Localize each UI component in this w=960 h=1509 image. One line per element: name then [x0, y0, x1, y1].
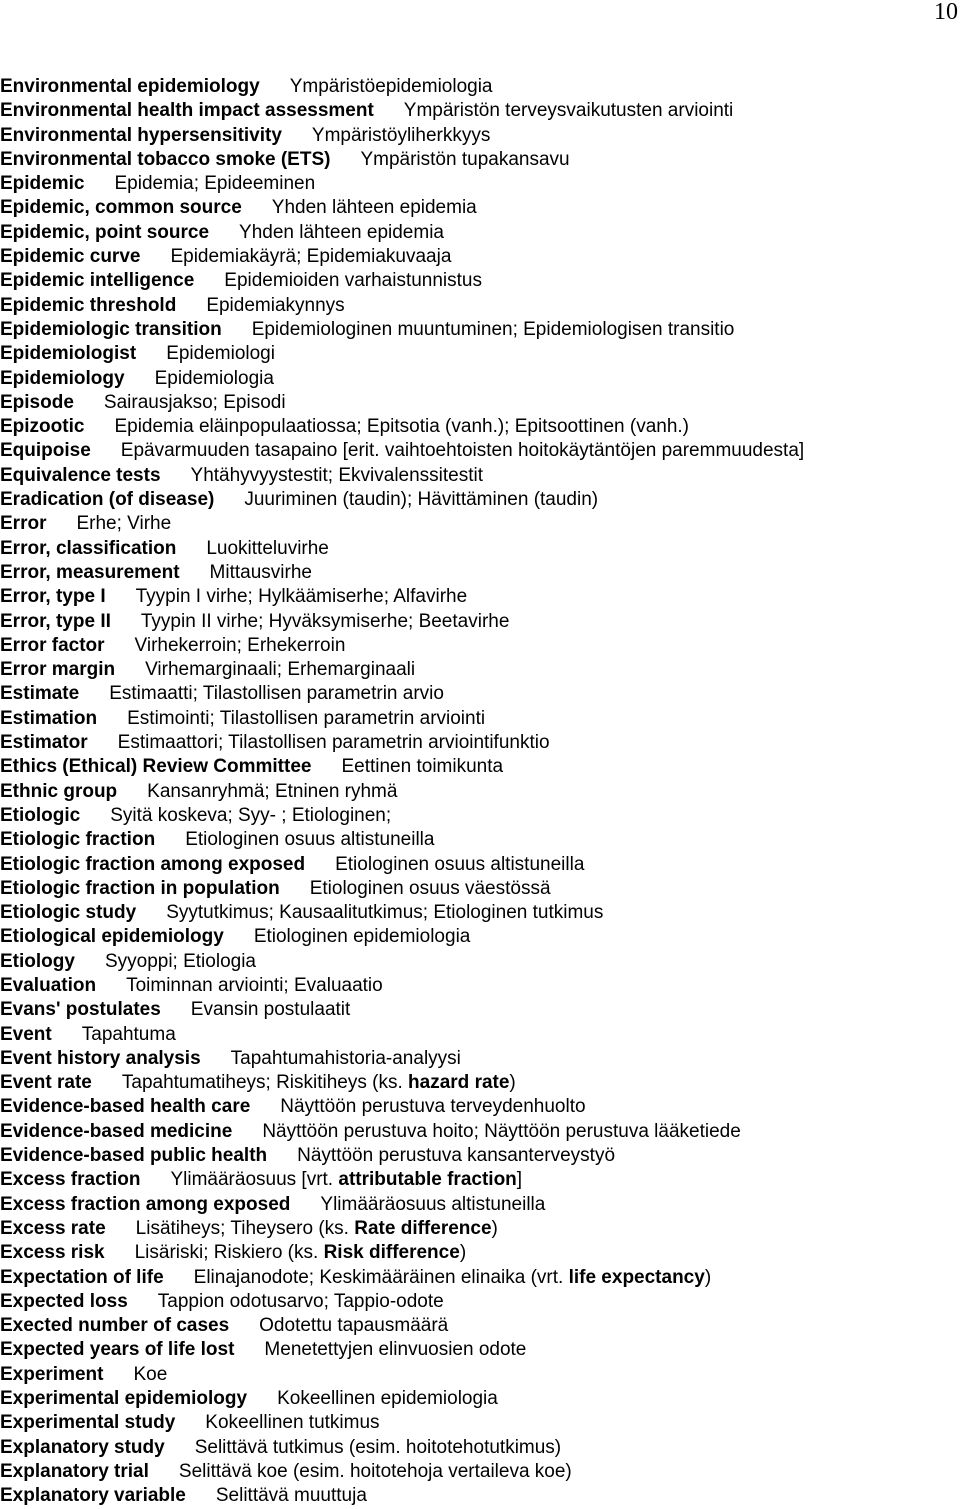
translation-text: Näyttöön perustuva terveydenhuolto: [280, 1096, 586, 1118]
translation-text: Ylimääräosuus [vrt.: [170, 1169, 339, 1191]
entry-term: Equipoise: [0, 440, 91, 462]
translation-text: Etiologinen osuus altistuneilla: [335, 853, 585, 875]
translation-text: Näyttöön perustuva kansanterveystyö: [297, 1145, 616, 1167]
translation-text: Tappion odotusarvo; Tappio-odote: [157, 1290, 444, 1312]
translation-text: Tyypin II virhe; Hyväksymiserhe; Beetavirhe: [140, 610, 510, 632]
entry-translation: [133, 1364, 167, 1385]
translation-text: Luokitteluvirhe: [206, 537, 329, 559]
entry-term: Etiologic fraction: [0, 829, 156, 851]
translation-text: Yhden lähteen epidemia: [271, 197, 477, 219]
entry-translation: [170, 1169, 522, 1190]
entry-term: Explanatory variable: [0, 1485, 186, 1507]
entry-translation: [252, 319, 735, 340]
translation-text: ): [491, 1217, 498, 1239]
entry-translation: [290, 76, 493, 97]
translation-text: Kokeellinen epidemiologia: [277, 1388, 498, 1410]
translation-text: Epävarmuuden tasapaino [erit. vaihtoehtoisten hoitokäytäntöjen paremmuudesta]: [120, 440, 805, 462]
entry-translation: [205, 1412, 379, 1433]
glossary-entry: [0, 780, 960, 804]
translation-text: ]: [516, 1169, 523, 1191]
entry-term: Experiment: [0, 1363, 104, 1385]
translation-text: Juuriminen (taudin); Hävittäminen (taudin): [244, 489, 599, 511]
entry-term: Exected number of cases: [0, 1315, 230, 1337]
entry-translation: [360, 149, 569, 170]
translation-text: Ympäristön tupakansavu: [360, 148, 570, 170]
entry-translation: [310, 878, 551, 899]
entry-translation: [126, 975, 383, 996]
glossary-entry: [0, 415, 960, 439]
entry-term: Epidemic intelligence: [0, 270, 195, 292]
entry-translation: [127, 708, 485, 729]
entry-translation: [145, 659, 415, 680]
glossary-entry: [0, 488, 960, 512]
translation-text: Mittausvirhe: [209, 561, 312, 583]
entry-term: Epidemiology: [0, 367, 125, 389]
translation-text: Virhemarginaali; Erhemarginaali: [145, 659, 416, 681]
cross-reference-term: Risk difference: [323, 1242, 460, 1264]
glossary-entry: [0, 1436, 960, 1460]
translation-text: Estimaatti; Tilastollisen parametrin arvio: [109, 683, 444, 705]
translation-text: Epidemiologi: [166, 343, 275, 365]
translation-text: Evansin postulaatit: [190, 999, 351, 1021]
translation-text: Lisäriski; Riskiero (ks.: [134, 1242, 324, 1264]
entry-translation: [320, 1194, 545, 1215]
glossary-entry: [0, 512, 960, 536]
entry-term: Evans' postulates: [0, 999, 161, 1021]
glossary-entry: [0, 439, 960, 463]
entry-translation: [341, 756, 503, 777]
glossary-entry: [0, 367, 960, 391]
entry-term: Epidemic curve: [0, 246, 141, 268]
entry-translation: [194, 1267, 712, 1288]
entry-translation: [166, 343, 275, 364]
entry-term: Error margin: [0, 659, 116, 681]
entry-term: Epizootic: [0, 416, 85, 438]
entry-translation: [191, 465, 484, 486]
entry-term: Epidemic, point source: [0, 221, 210, 243]
glossary-entry: [0, 561, 960, 585]
entry-term: Explanatory study: [0, 1436, 165, 1458]
glossary-entry: [0, 828, 960, 852]
entry-term: Epidemic threshold: [0, 294, 177, 316]
entry-term: Error: [0, 513, 47, 535]
entry-translation: [179, 1461, 572, 1482]
entry-translation: [262, 1121, 740, 1142]
entry-term: Etiologic: [0, 804, 81, 826]
translation-text: Yhden lähteen epidemia: [239, 221, 444, 243]
translation-text: Tyypin I virhe; Hylkäämiserhe; Alfavirhe: [135, 586, 468, 608]
translation-text: Epidemioiden varhaistunnistus: [224, 270, 482, 292]
translation-text: Epidemia; Epideeminen: [114, 173, 316, 195]
entry-term: Environmental hypersensitivity: [0, 124, 282, 146]
translation-text: Epidemiakynnys: [206, 294, 345, 316]
entry-term: Error, classification: [0, 537, 177, 559]
glossary-entry: [0, 1193, 960, 1217]
entry-translation: [312, 125, 490, 146]
glossary-entry: [0, 1144, 960, 1168]
translation-text: Menetettyjen elinvuosien odote: [264, 1339, 527, 1361]
glossary-entry: [0, 585, 960, 609]
entry-translation: [109, 683, 444, 704]
glossary-entry: [0, 221, 960, 245]
translation-text: ): [509, 1072, 516, 1094]
translation-text: Näyttöön perustuva hoito; Näyttöön perustuva lääketiede: [262, 1120, 741, 1142]
glossary-entry: [0, 658, 960, 682]
entry-translation: [114, 173, 315, 194]
entry-translation: [272, 197, 477, 218]
translation-text: Lisätiheys; Tiheysero (ks.: [135, 1217, 355, 1239]
entry-translation: [280, 1096, 585, 1117]
glossary-entry: [0, 1411, 960, 1435]
glossary-entry: [0, 318, 960, 342]
entry-term: Error, type II: [0, 610, 111, 632]
entry-translation: [147, 781, 397, 802]
entry-term: Excess rate: [0, 1217, 106, 1239]
glossary-entry: [0, 1266, 960, 1290]
entry-term: Error, measurement: [0, 561, 180, 583]
glossary-entry: [0, 124, 960, 148]
entry-term: Eradication (of disease): [0, 489, 215, 511]
glossary-entry: [0, 755, 960, 779]
entry-term: Estimation: [0, 707, 98, 729]
glossary-entry: [0, 707, 960, 731]
translation-text: Ympäristöepidemiologia: [289, 76, 493, 97]
entry-translation: [195, 1437, 561, 1458]
entry-term: Epidemiologic transition: [0, 318, 222, 340]
glossary-entry: [0, 294, 960, 318]
translation-text: ): [459, 1242, 467, 1264]
translation-text: Estimointi; Tilastollisen parametrin arviointi: [127, 707, 486, 729]
translation-text: Selittävä tutkimus (esim. hoitotehotutkimus): [194, 1436, 562, 1458]
glossary-entry: [0, 804, 960, 828]
entry-translation: [297, 1145, 615, 1166]
entry-term: Experimental study: [0, 1412, 176, 1434]
entry-term: Excess fraction: [0, 1169, 141, 1191]
entry-translation: [135, 1242, 467, 1263]
glossary-entry: [0, 877, 960, 901]
translation-text: Toiminnan arviointi; Evaluaatio: [126, 974, 383, 996]
translation-text: Selittävä koe (esim. hoitotehoja vertaileva koe): [178, 1460, 572, 1482]
entry-translation: [244, 489, 598, 510]
entry-translation: [155, 368, 274, 389]
entry-translation: [166, 902, 603, 923]
entry-translation: [136, 1218, 498, 1239]
entry-term: Event rate: [0, 1072, 92, 1094]
entry-term: Estimate: [0, 683, 80, 705]
glossary-entry: [0, 172, 960, 196]
entry-translation: [254, 926, 471, 947]
entry-translation: [121, 440, 804, 461]
entry-translation: [135, 635, 346, 656]
translation-text: Epidemiakäyrä; Epidemiakuvaaja: [170, 246, 452, 268]
translation-text: Epidemiologinen muuntuminen; Epidemiologisen transitio: [251, 318, 735, 340]
translation-text: Ylimääräosuus altistuneilla: [320, 1193, 546, 1215]
glossary-entry: [0, 1363, 960, 1387]
entry-translation: [231, 1048, 461, 1069]
entry-translation: [259, 1315, 448, 1336]
cross-reference-term: attributable fraction: [338, 1169, 517, 1191]
entry-term: Etiology: [0, 950, 75, 972]
glossary-entry: [0, 1120, 960, 1144]
entry-translation: [224, 270, 482, 291]
entry-translation: [404, 100, 733, 121]
glossary-entry: [0, 682, 960, 706]
entry-term: Experimental epidemiology: [0, 1388, 248, 1410]
entry-translation: [118, 732, 550, 753]
entry-translation: [105, 951, 256, 972]
cross-reference-term: life expectancy: [568, 1266, 705, 1288]
entry-translation: [158, 1291, 444, 1312]
entry-term: Expected years of life lost: [0, 1339, 235, 1361]
glossary-entry: [0, 1314, 960, 1338]
glossary-entry: [0, 1484, 960, 1508]
glossary-entry: [0, 1168, 960, 1192]
glossary-entry: [0, 998, 960, 1022]
translation-text: Selittävä muuttuja: [215, 1485, 367, 1507]
entry-term: Epidemic: [0, 173, 85, 195]
translation-text: Tapahtuma: [81, 1023, 176, 1045]
glossary-entry: [0, 464, 960, 488]
glossary-entry: [0, 391, 960, 415]
entry-term: Error factor: [0, 634, 105, 656]
translation-text: Epidemia eläinpopulaatiossa; Epitsotia (vanh.); Epitsoottinen (vanh.): [114, 416, 690, 438]
entry-term: Estimator: [0, 732, 88, 754]
glossary-entry: [0, 269, 960, 293]
entry-term: Episode: [0, 391, 74, 413]
entry-translation: [170, 246, 451, 267]
translation-text: Yhtähyvyystestit; Ekvivalenssitestit: [190, 464, 484, 486]
entry-term: Ethnic group: [0, 780, 118, 802]
translation-text: Tapahtumatiheys; Riskitiheys (ks.: [121, 1072, 409, 1094]
entry-term: Environmental tobacco smoke (ETS): [0, 148, 331, 170]
entry-term: Excess fraction among exposed: [0, 1193, 291, 1215]
glossary-entry: [0, 1023, 960, 1047]
glossary-entry-list: [0, 75, 960, 1509]
glossary-entry: [0, 196, 960, 220]
entry-translation: [110, 805, 391, 826]
translation-text: Sairausjakso; Episodi: [103, 391, 286, 413]
entry-term: Event history analysis: [0, 1047, 201, 1069]
translation-text: Estimaattori; Tilastollisen parametrin arviointifunktio: [117, 732, 550, 754]
glossary-entry: [0, 925, 960, 949]
entry-translation: [277, 1388, 498, 1409]
translation-text: Syitä koskeva; Syy- ; Etiologinen;: [110, 804, 392, 826]
entry-translation: [239, 222, 444, 243]
translation-text: Ympäristöyliherkkyys: [311, 124, 491, 146]
glossary-entry: [0, 1338, 960, 1362]
translation-text: Elinajanodote; Keskimääräinen elinaika (vrt.: [193, 1266, 569, 1288]
entry-translation: [210, 562, 312, 583]
entry-term: Epidemiologist: [0, 343, 137, 365]
entry-term: Explanatory trial: [0, 1460, 149, 1482]
page-number: 10: [934, 0, 958, 25]
entry-term: Environmental epidemiology: [0, 76, 260, 97]
entry-term: Expected loss: [0, 1290, 128, 1312]
entry-term: Etiologic fraction among exposed: [0, 853, 306, 875]
entry-term: Environmental health impact assessment: [0, 100, 374, 122]
glossary-entry: [0, 901, 960, 925]
entry-term: Evidence-based health care: [0, 1096, 251, 1118]
translation-text: Koe: [133, 1363, 168, 1385]
entry-term: Event: [0, 1023, 52, 1045]
entry-term: Evidence-based medicine: [0, 1120, 233, 1142]
glossary-entry: [0, 1460, 960, 1484]
translation-text: Odotettu tapausmäärä: [259, 1315, 449, 1337]
translation-text: Virhekerroin; Erhekerroin: [134, 634, 346, 656]
entry-translation: [206, 538, 329, 559]
entry-term: Evidence-based public health: [0, 1145, 268, 1167]
glossary-entry: [0, 75, 960, 99]
cross-reference-term: Rate difference: [354, 1217, 492, 1239]
glossary-entry: [0, 610, 960, 634]
cross-reference-term: hazard rate: [408, 1072, 510, 1094]
entry-translation: [122, 1072, 516, 1093]
translation-text: ): [704, 1266, 712, 1288]
glossary-entry: [0, 1290, 960, 1314]
entry-term: Equivalence tests: [0, 464, 161, 486]
entry-term: Ethics (Ethical) Review Committee: [0, 756, 312, 778]
entry-translation: [114, 416, 689, 437]
translation-text: Syytutkimus; Kausaalitutkimus; Etiologinen tutkimus: [166, 902, 604, 924]
glossary-entry: [0, 342, 960, 366]
translation-text: Etiologinen osuus altistuneilla: [185, 829, 435, 851]
translation-text: Kokeellinen tutkimus: [205, 1412, 380, 1434]
glossary-entry: [0, 950, 960, 974]
glossary-entry: [0, 1217, 960, 1241]
glossary-entry: [0, 1095, 960, 1119]
entry-term: Expectation of life: [0, 1266, 164, 1288]
entry-translation: [136, 586, 468, 607]
entry-term: Evaluation: [0, 974, 97, 996]
glossary-entry: [0, 634, 960, 658]
translation-text: Epidemiologia: [154, 367, 274, 389]
translation-text: Eettinen toimikunta: [341, 756, 504, 778]
glossary-entry: [0, 1241, 960, 1265]
glossary-entry: [0, 245, 960, 269]
glossary-entry: [0, 148, 960, 172]
entry-term: Etiological epidemiology: [0, 926, 224, 948]
entry-term: Etiologic study: [0, 902, 137, 924]
entry-translation: [141, 611, 510, 632]
entry-translation: [191, 999, 351, 1020]
entry-term: Error, type I: [0, 586, 106, 608]
glossary-entry: [0, 99, 960, 123]
translation-text: Etiologinen epidemiologia: [253, 926, 471, 948]
glossary-entry: [0, 974, 960, 998]
entry-translation: [216, 1485, 367, 1506]
glossary-entry: [0, 1387, 960, 1411]
glossary-entry: [0, 853, 960, 877]
entry-term: Epidemic, common source: [0, 197, 242, 219]
translation-text: Syyoppi; Etiologia: [104, 950, 256, 972]
entry-term: Excess risk: [0, 1242, 105, 1264]
glossary-entry: [0, 1047, 960, 1071]
entry-translation: [76, 513, 171, 534]
translation-text: Tapahtumahistoria-analyysi: [230, 1047, 461, 1069]
glossary-entry: [0, 537, 960, 561]
entry-translation: [335, 854, 584, 875]
translation-text: Kansanryhmä; Etninen ryhmä: [147, 780, 398, 802]
translation-text: Erhe; Virhe: [76, 513, 172, 535]
entry-translation: [264, 1339, 526, 1360]
entry-translation: [82, 1024, 176, 1045]
entry-translation: [104, 392, 286, 413]
entry-term: Etiologic fraction in population: [0, 877, 280, 899]
translation-text: Etiologinen osuus väestössä: [309, 877, 551, 899]
entry-translation: [185, 829, 434, 850]
glossary-entry: [0, 1071, 960, 1095]
translation-text: Ympäristön terveysvaikutusten arviointi: [403, 100, 734, 122]
glossary-entry: [0, 731, 960, 755]
entry-translation: [206, 295, 344, 316]
